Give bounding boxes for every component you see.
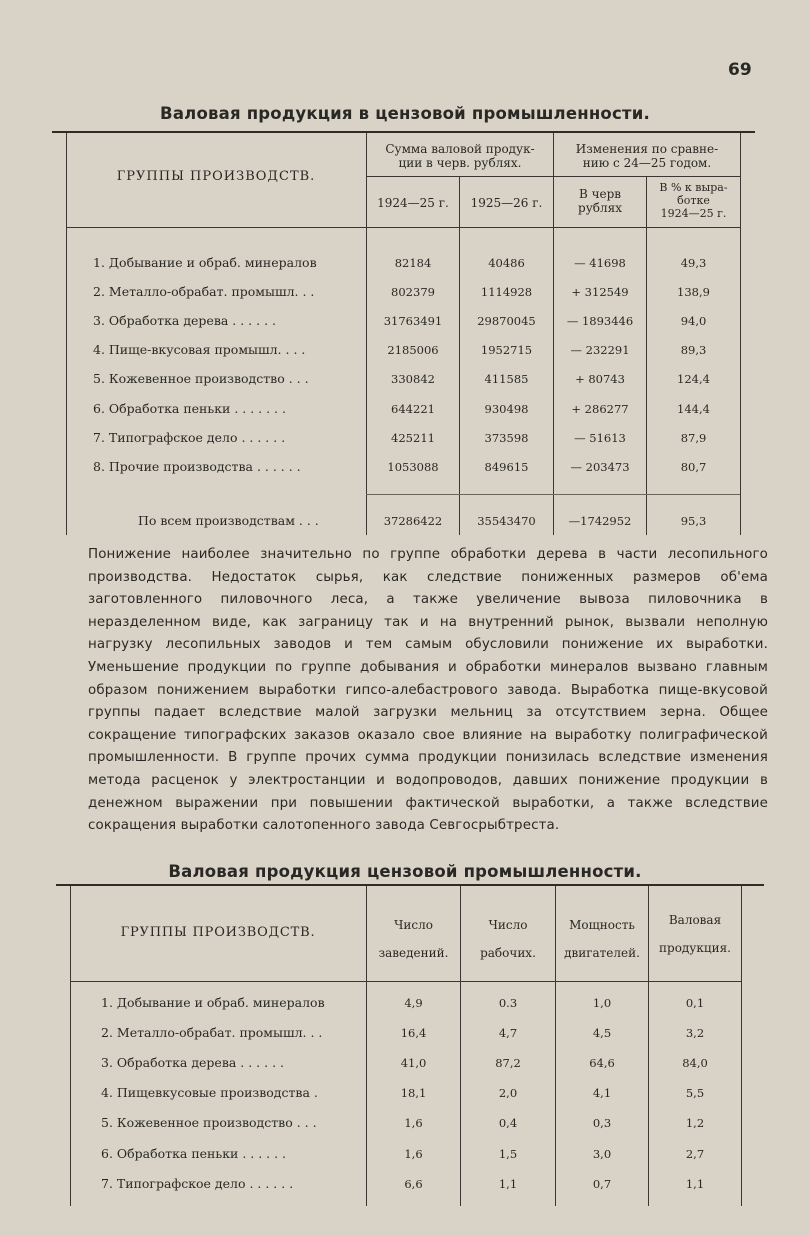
table2-cell-out: 1,2: [685, 1116, 705, 1130]
col-est-line1: Число: [394, 918, 433, 932]
table2-cell-label: 2. Металло-обрабат. промышл. . .: [101, 1025, 323, 1040]
table2-cell-est: 1,6: [404, 1147, 423, 1161]
table2-cell-wrk: 87,2: [495, 1056, 521, 1070]
table2-cell-out: 5,5: [685, 1086, 705, 1100]
table1-col-group: ГРУППЫ ПРОИЗВОДСТВ.: [116, 169, 316, 184]
col-wrk-line2: рабочих.: [480, 946, 536, 960]
table2-cell-wrk: 2,0: [498, 1086, 518, 1100]
table1-cell-rub: — 51613: [574, 431, 626, 445]
table2-cell-pow: 3,0: [592, 1147, 612, 1161]
table1-cell-y2: 40486: [488, 256, 525, 270]
table1-cell-y2: 849615: [484, 460, 529, 474]
table1-cell-y1: 802379: [391, 285, 435, 299]
table1-cell-y2: 29870045: [477, 314, 536, 328]
table1-cell-y1: 82184: [394, 256, 432, 270]
table2-col-group: ГРУППЫ ПРОИЗВОДСТВ.: [120, 925, 316, 940]
table2-col-pow: [556, 911, 648, 967]
table2-cell-label: 5. Кожевенное производство . . .: [101, 1115, 317, 1130]
total-rub: —1742952: [568, 514, 632, 528]
table1-cell-y1: 330842: [391, 372, 435, 386]
table2-cell-pow: 64,6: [589, 1056, 615, 1070]
col-pow-line2: двигателей.: [564, 946, 640, 960]
table1-cell-pct: 87,9: [680, 431, 707, 445]
table2-cell-label: 1. Добывание и обраб. минералов: [101, 995, 325, 1010]
col-pct-line3: 1924—25 г.: [660, 207, 727, 220]
total-y2: 35543470: [477, 514, 536, 528]
total-pct: 95,3: [680, 514, 707, 528]
table2-cell-label: 6. Обработка пеньки . . . . . .: [101, 1146, 287, 1161]
table1-cell-rub: — 1893446: [566, 314, 634, 328]
table1-cell-rub: — 232291: [570, 343, 630, 357]
table1-cell-rub: + 312549: [571, 285, 629, 299]
table1-col-pct: [647, 181, 740, 220]
table1-col-rub: [554, 187, 646, 215]
col-rub-line2: рублях: [578, 201, 622, 215]
table1-col-y2: 1925—26 г.: [470, 196, 543, 210]
table1-cell-y2: 373598: [484, 431, 529, 445]
col-sum-line1: Сумма валовой продук-: [385, 142, 535, 156]
table2-cell-out: 2,7: [685, 1147, 705, 1161]
table1-cell-y1: 425211: [391, 431, 435, 445]
col-out-line1: Валовая: [668, 913, 722, 927]
table1-cell-rub: + 80743: [575, 372, 625, 386]
table2-cell-pow: 0,7: [592, 1177, 612, 1191]
page-number: 69: [728, 60, 752, 80]
table2-cell-est: 18,1: [400, 1086, 427, 1100]
table1-cell-y2: 411585: [484, 372, 529, 386]
col-pct-line2: ботке: [677, 194, 710, 207]
col-wrk-line1: Число: [488, 918, 528, 932]
table1-cell-label: 7. Типографское дело . . . . . .: [93, 430, 286, 445]
table1-col-sum: [367, 142, 553, 170]
col-change-line2: нию с 24—25 годом.: [582, 156, 712, 170]
table1-cell-rub: — 41698: [574, 256, 626, 270]
table2-cell-out: 0,1: [685, 996, 705, 1010]
table2-cell-label: 7. Типографское дело . . . . . .: [101, 1176, 294, 1191]
table1-title: Валовая продукция в цензовой промышленности.: [160, 104, 650, 123]
table2-cell-out: 3,2: [685, 1026, 705, 1040]
table2-cell-out: 1,1: [685, 1177, 705, 1191]
table1-cell-rub: + 286277: [571, 402, 629, 416]
table2-cell-label: 3. Обработка дерева . . . . . .: [101, 1055, 284, 1070]
table2-cell-est: 6,6: [404, 1177, 423, 1191]
table2-cell-est: 1,6: [404, 1116, 423, 1130]
table2-cell-pow: 0,3: [592, 1116, 612, 1130]
col-pow-line1: Мощность: [569, 918, 635, 932]
table1-cell-pct: 89,3: [680, 343, 707, 357]
table2-cell-out: 84,0: [682, 1056, 708, 1070]
col-pct-line1: В % к выра-: [659, 181, 728, 194]
table1-cell-y1: 31763491: [383, 314, 443, 328]
table1-cell-pct: 144,4: [677, 402, 710, 416]
table2-col-wrk: [461, 911, 555, 967]
table2-cell-wrk: 1,5: [498, 1147, 518, 1161]
table1-cell-pct: 49,3: [680, 256, 707, 270]
col-sum-line2: ции в черв. рублях.: [398, 156, 522, 170]
table1-cell-label: 3. Обработка дерева . . . . . .: [93, 313, 276, 328]
table1-cell-pct: 94,0: [680, 314, 707, 328]
total-label: По всем производствам . . .: [138, 513, 319, 528]
table1-col-y1: 1924—25 г.: [377, 196, 449, 210]
table1-cell-y2: 1114928: [480, 285, 533, 299]
table2-col-est: [367, 911, 460, 967]
col-rub-line1: В черв: [578, 187, 622, 201]
table2-cell-wrk: 4,7: [498, 1026, 518, 1040]
table1-cell-y2: 1952715: [480, 343, 533, 357]
table1-cell-label: 5. Кожевенное производство . . .: [93, 371, 309, 386]
total-y1: 37286422: [383, 514, 443, 528]
table2-cell-wrk: 0.3: [498, 996, 518, 1010]
table1-cell-label: 2. Металло-обрабат. промышл. . .: [93, 284, 315, 299]
table1-cell-y2: 930498: [484, 402, 529, 416]
table1-cell-y1: 2185006: [387, 343, 439, 357]
table1-cell-label: 1. Добывание и обраб. минералов: [93, 255, 317, 270]
table2-cell-wrk: 1,1: [498, 1177, 518, 1191]
col-est-line2: заведений.: [378, 946, 449, 960]
table1-cell-label: 6. Обработка пеньки . . . . . . .: [93, 401, 286, 416]
table2-title: Валовая продукция цензовой промышленности.: [168, 862, 642, 881]
table1-cell-pct: 80,7: [680, 460, 707, 474]
table2-cell-pow: 1,0: [592, 996, 612, 1010]
table2-cell-est: 4,9: [404, 996, 423, 1010]
table2-cell-pow: 4,5: [592, 1026, 612, 1040]
body-paragraph: Понижение наиболее значительно по группе обработки дерева в части лесопильного производства. Недостаток сырья, как следствие пониженных размеров об'ема заготовленного пиловочного леса, а также увеличение вывоза пиловочника в неразделенном виде, как заграницу так и на внутренний рынок, вызвали неполную нагрузку лесопильных заводов и тем самым обусловили понижение их выработки. Уменьшение продукции по группе добывания и обработки минералов вызвано главным образом понижением выработки гипсо-алебастрового завода. Выработка пище-вкусовой группы падает вследствие малой загрузки мельниц за отсутствием зерна. Общее сокращение типографских заказов оказало свое влияние на выработку полиграфической промышленности. В группе прочих сумма продукции понизилась вследствие изменения метода расценок у электростанции и водопроводов, давших понижение продукции в денежном выражении при повышении фактической выработки, а также вследствие сокращения выработки салотопенного завода Севгосрыбтреста.: [88, 547, 768, 834]
table1-cell-label: 8. Прочие производства . . . . . .: [93, 459, 301, 474]
table1-cell-y1: 644221: [391, 402, 435, 416]
table2-col-out: [649, 906, 741, 962]
table1-cell-pct: 124,4: [677, 372, 710, 386]
table2-cell-est: 16,4: [400, 1026, 427, 1040]
table1-cell-rub: — 203473: [570, 460, 630, 474]
table2-cell-est: 41,0: [400, 1056, 427, 1070]
table1-col-change: [554, 142, 740, 170]
table1-cell-pct: 138,9: [677, 285, 710, 299]
col-change-line1: Изменения по сравне-: [575, 142, 719, 156]
table2-cell-pow: 4,1: [592, 1086, 612, 1100]
table2-cell-wrk: 0,4: [498, 1116, 518, 1130]
table1-cell-label: 4. Пище-вкусовая промышл. . . .: [93, 342, 306, 357]
table1-cell-y1: 1053088: [387, 460, 439, 474]
col-out-line2: продукция.: [659, 941, 731, 955]
table2-cell-label: 4. Пищевкусовые производства .: [101, 1085, 318, 1100]
